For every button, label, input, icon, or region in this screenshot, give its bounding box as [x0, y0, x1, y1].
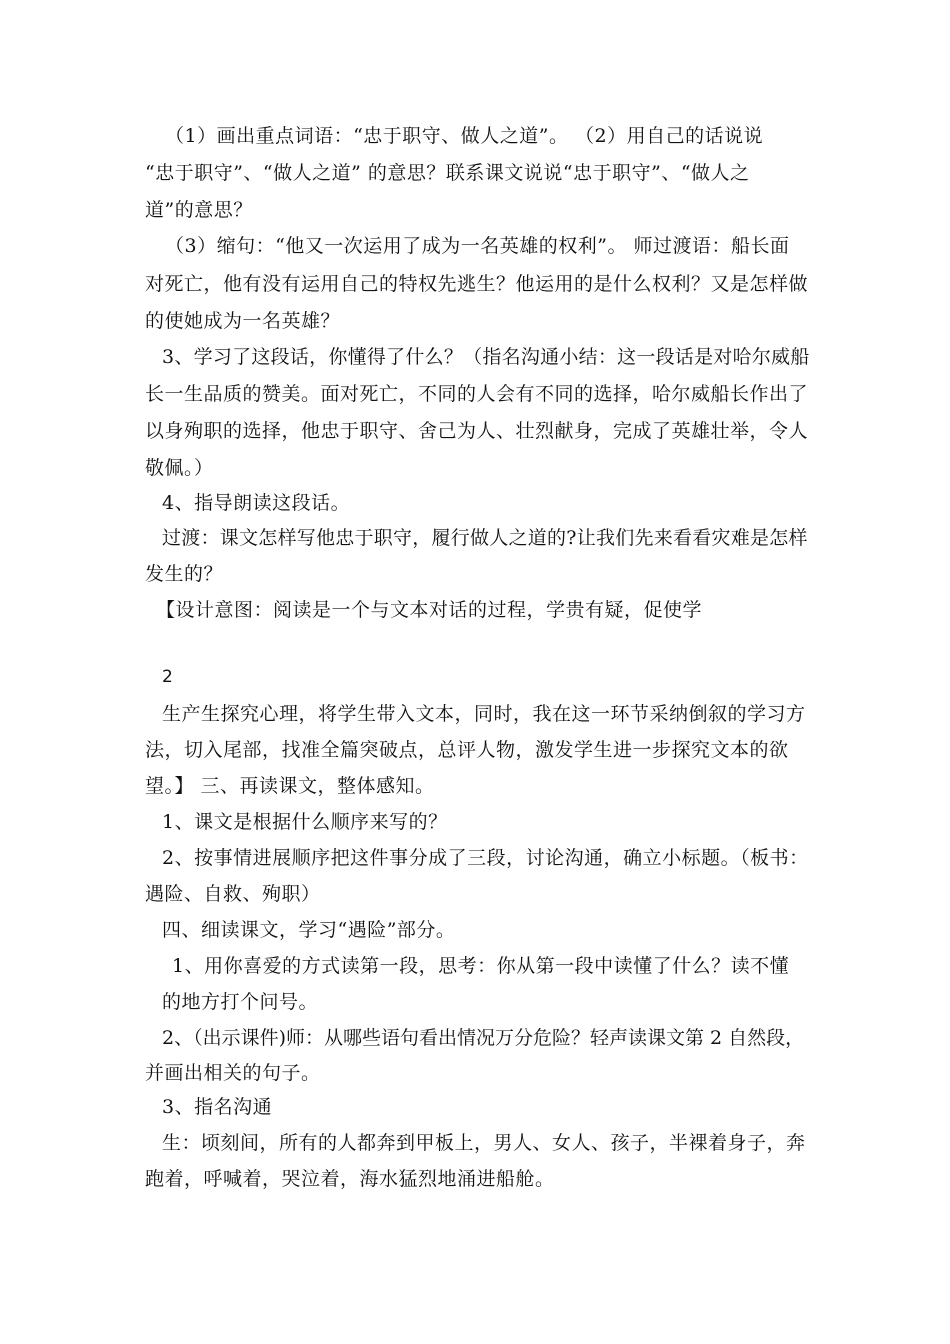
text-line: 2、（出示课件)师：从哪些语句看出情况万分危险？轻声读课文第 2 自然段， — [162, 1027, 805, 1049]
text-line: 3、指名沟通 — [162, 1096, 273, 1118]
text-line: 1、课文是根据什么顺序来写的？ — [162, 811, 448, 833]
text-line: 的地方打个问号。 — [162, 991, 319, 1013]
text-line: 敬佩。） — [145, 457, 214, 479]
text-line: 并画出相关的句子。 — [145, 1062, 321, 1084]
text-line: 生产生探究心理，将学生带入文本，同时，我在这一环节采纳倒叙的学习方 — [162, 703, 806, 725]
text-line: （1）画出重点词语：“忠于职守、做人之道”。 （2）用自己的话说说 — [165, 125, 764, 147]
text-line: 过渡：课文怎样写他忠于职守，履行做人之道的?让我们先来看看灾难是怎样 — [162, 527, 808, 549]
text-line: “忠于职守”、“做人之道” 的意思？联系课文说说“忠于职守”、“做人之 — [145, 162, 750, 184]
text-line: 法，切入尾部，找准全篇突破点，总评人物，激发学生进一步探究文本的欲 — [145, 739, 789, 761]
text-line: 【设计意图：阅读是一个与文本对话的过程，学贵有疑，促使学 — [156, 599, 703, 621]
text-line: 道”的意思？ — [145, 199, 253, 221]
text-line: 以身殉职的选择，他忠于职守、舍己为人、壮烈献身，完成了英雄壮举，令人 — [145, 420, 809, 442]
text-line: （3）缩句：“他又一次运用了成为一名英雄的权利”。 师过渡语：船长面 — [165, 235, 790, 257]
text-line: 2、按事情进展顺序把这件事分成了三段，讨论沟通，确立小标题。（板书： — [162, 847, 809, 869]
page-number: 2 — [162, 667, 173, 687]
text-line: 生：顷刻间，所有的人都奔到甲板上，男人、女人、孩子，半裸着身子，奔 — [162, 1132, 806, 1154]
text-line: 四、细读课文，学习“遇险”部分。 — [162, 919, 456, 941]
text-line: 发生的？ — [145, 563, 224, 585]
text-line: 跑着，呼喊着，哭泣着，海水猛烈地涌进船舱。 — [145, 1168, 555, 1190]
text-line: 3、学习了这段话，你懂得了什么？（指名沟通小结：这一段话是对哈尔威船 — [162, 346, 810, 368]
text-line: 长一生品质的赞美。面对死亡，不同的人会有不同的选择，哈尔威船长作出了 — [145, 383, 809, 405]
text-line: 的使她成为一名英雄？ — [145, 310, 341, 332]
text-line: 1、用你喜爱的方式读第一段，思考：你从第一段中读懂了什么？读不懂 — [172, 955, 790, 977]
text-line: 遇险、自救、殉职） — [145, 883, 321, 905]
text-line: 望。】 三、再读课文，整体感知。 — [145, 775, 435, 797]
text-line: 4、指导朗读这段话。 — [162, 492, 351, 514]
text-line: 对死亡，他有没有运用自己的特权先逃生？他运用的是什么权利？又是怎样做 — [145, 273, 809, 295]
